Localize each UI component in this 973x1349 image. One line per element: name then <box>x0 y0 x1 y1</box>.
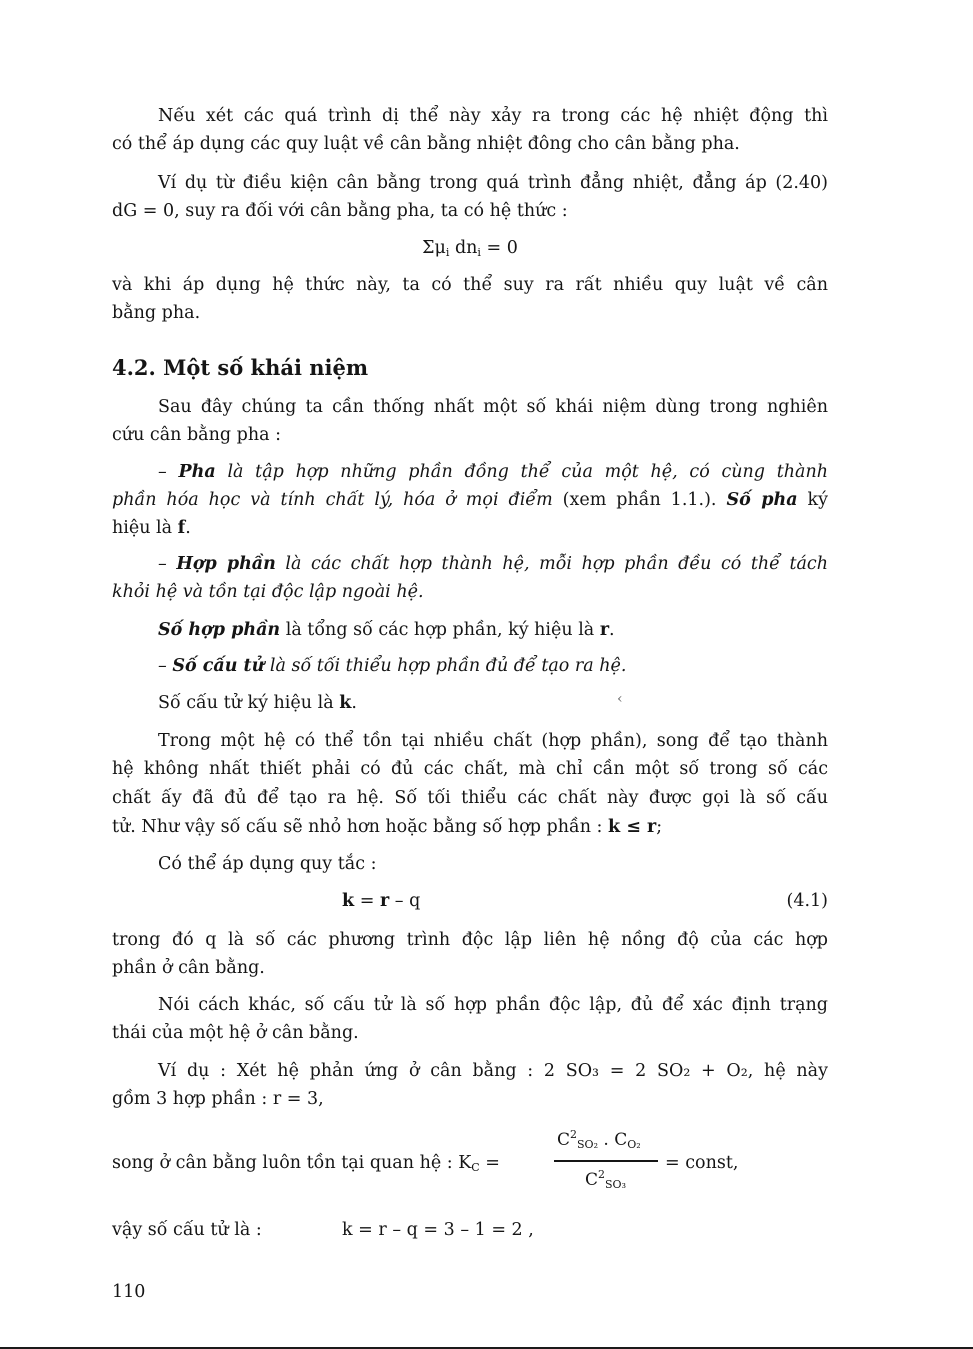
eq2-k: k <box>342 891 355 911</box>
eq1-dn: dn <box>454 238 478 258</box>
def-shp-term: Số hợp phần <box>158 620 281 640</box>
paragraph-5-line-4 <box>112 816 828 838</box>
eq2-op2: – <box>389 891 410 911</box>
eq2-r: r <box>379 891 390 911</box>
paragraph-8-line-2: thái của một hệ ở cân bằng. <box>112 1023 359 1043</box>
paragraph-2-line-2: dG = 0, suy ra đối với cân bằng pha, ta có hệ thức : <box>112 201 568 221</box>
kc-rhs: = const, <box>665 1153 739 1173</box>
paragraph-5-line-1: Trong một hệ có thể tồn tại nhiều chất (hợp phần), song để tạo thành <box>158 731 828 751</box>
paragraph-9-line-2: gồm 3 hợp phần : r = 3, <box>112 1089 324 1109</box>
cts-text: Số cấu tử ký hiệu là <box>158 693 340 713</box>
def-pha-term: Pha <box>178 462 216 482</box>
paragraph-9-line-1: Ví dụ : Xét hệ phản ứng ở cân bằng : 2 SO₃ = 2 SO₂ + O₂, hệ này <box>158 1061 828 1081</box>
def-pha-l1-rest: là tập hợp những phần đồng thể của một hệ, có cùng thành <box>215 462 828 482</box>
paragraph-5-line-3: chất ấy đã đủ để tạo ra hệ. Số tối thiểu các chất này được gọi là số cấu <box>112 788 828 808</box>
paragraph-1-line-1: Nếu xét các quá trình dị thể này xảy ra trong các hệ nhiệt động thì <box>158 106 828 126</box>
def-hp-term: Hợp phần <box>176 554 276 574</box>
eq2-q: q <box>409 891 421 911</box>
kc-numerator <box>557 1128 641 1151</box>
equation-sum-mu-dn <box>112 237 828 264</box>
def-shp-sym: r <box>599 620 610 640</box>
definition-pha-line-1 <box>158 461 828 483</box>
paragraph-7-line-1: trong đó q là số các phương trình độc lập liên hệ nồng độ của các hợp <box>112 930 828 950</box>
eq3-num-C1: C <box>557 1130 571 1150</box>
definition-hop-phan-line-1 <box>158 553 828 575</box>
def-hp-dash: – <box>158 554 177 574</box>
def-pha-l2-term: Số pha <box>726 490 798 510</box>
eq1-sigma-mu: Σμ <box>422 238 446 258</box>
equation-4-expr: k = r – q = 3 – 1 = 2 , <box>342 1220 534 1240</box>
kc-denominator <box>585 1168 626 1191</box>
def-pha-l3-end: . <box>185 518 191 538</box>
p5-l4-rel: k ≤ r <box>608 817 657 837</box>
eq1-sub-i: i <box>445 246 450 259</box>
eq3-num-sub1: SO₂ <box>577 1138 598 1151</box>
def-sct-rest: là số tối thiểu hợp phần đủ để tạo ra hệ. <box>264 656 627 676</box>
def-pha-l2-end: ký <box>797 490 829 510</box>
paragraph-5-line-2: hệ không nhất thiết phải có đủ các chất, mà chỉ cần một số trong số các <box>112 759 828 779</box>
eq3-den-C: C <box>585 1170 599 1190</box>
def-hp-l1-rest: là các chất hợp thành hệ, mỗi hợp phần đều có thể tách <box>275 554 828 574</box>
eq3-den-sup: 2 <box>598 1168 606 1181</box>
def-pha-l2-italic: phần hóa học và tính chất lý, hóa ở mọi điểm <box>112 490 553 510</box>
eq1-sub-i2: i <box>477 246 481 259</box>
definition-pha-line-2 <box>112 489 828 511</box>
def-sct-term: Số cấu tử <box>172 656 265 676</box>
paragraph-1-line-2: có thể áp dụng các quy luật về cân bằng nhiệt đông cho cân bằng pha. <box>112 134 740 154</box>
eq2-op1: = <box>354 891 380 911</box>
def-pha-l2-ref: (xem phần 1.1.). <box>552 490 727 510</box>
eq1-rhs: = 0 <box>486 238 518 258</box>
def-pha-dash: – <box>158 462 179 482</box>
eq3-num-C2: C <box>614 1130 628 1150</box>
paragraph-8-line-1: Nói cách khác, số cấu tử là số hợp phần độc lập, đủ để xác định trạng <box>158 995 828 1015</box>
paragraph-4-line-1: Sau đây chúng ta cần thống nhất một số khái niệm dùng trong nghiên <box>158 397 828 417</box>
eq3-den-sub: SO₃ <box>605 1178 626 1191</box>
def-shp-rest: là tổng số các hợp phần, ký hiệu là <box>280 620 600 640</box>
cts-end: . <box>351 693 357 713</box>
paragraph-4-line-2: cứu cân bằng pha : <box>112 425 282 445</box>
equation-number-4-1: (4.1) <box>786 891 828 911</box>
cts-sym: k <box>339 693 352 713</box>
eq3-num-sub2: O₂ <box>627 1138 641 1151</box>
section-heading: 4.2. Một số khái niệm <box>112 355 369 380</box>
paragraph-3-line-1: và khi áp dụng hệ thức này, ta có thể suy ra rất nhiều quy luật về cân <box>112 275 828 295</box>
paragraph-6-line-1: Có thể áp dụng quy tắc : <box>158 854 377 874</box>
def-shp-end: . <box>609 620 615 640</box>
paragraph-2-line-1: Ví dụ từ điều kiện cân bằng trong quá trình đẳng nhiệt, đẳng áp (2.40) <box>158 173 828 193</box>
eq3-num-dot: . <box>597 1130 615 1150</box>
eq3-K-sub: C <box>471 1161 480 1174</box>
def-pha-l3-sym: f <box>177 518 186 538</box>
scan-mark-glyph: ‹ <box>617 691 623 707</box>
definition-so-cau-tu <box>158 655 828 677</box>
definition-hop-phan-line-2: khỏi hệ và tồn tại độc lập ngoài hệ. <box>112 582 424 602</box>
paragraph-7-line-2: phần ở cân bằng. <box>112 958 265 978</box>
definition-so-hop-phan <box>158 619 828 641</box>
fraction-bar <box>554 1160 658 1162</box>
paragraph-3-line-2: bằng pha. <box>112 303 201 323</box>
equation-4-lead: vậy số cấu tử là : <box>112 1220 262 1240</box>
def-sct-dash: – <box>158 656 173 676</box>
def-pha-l3-a: hiệu là <box>112 518 178 538</box>
eq3-lead: song ở cân bằng luôn tồn tại quan hệ : <box>112 1153 459 1173</box>
eq3-eq: = <box>479 1153 500 1173</box>
eq3-num-sup: 2 <box>570 1128 578 1141</box>
eq3-K: K <box>458 1153 472 1173</box>
p5-l4-a: tử. Như vậy số cấu sẽ nhỏ hơn hoặc bằng số hợp phần : <box>112 817 608 837</box>
definition-pha-line-3 <box>112 517 828 539</box>
equation-4-1 <box>342 890 542 912</box>
cau-tu-symbol-line <box>158 692 828 714</box>
page-number: 110 <box>112 1282 146 1302</box>
p5-l4-end: ; <box>656 817 663 837</box>
